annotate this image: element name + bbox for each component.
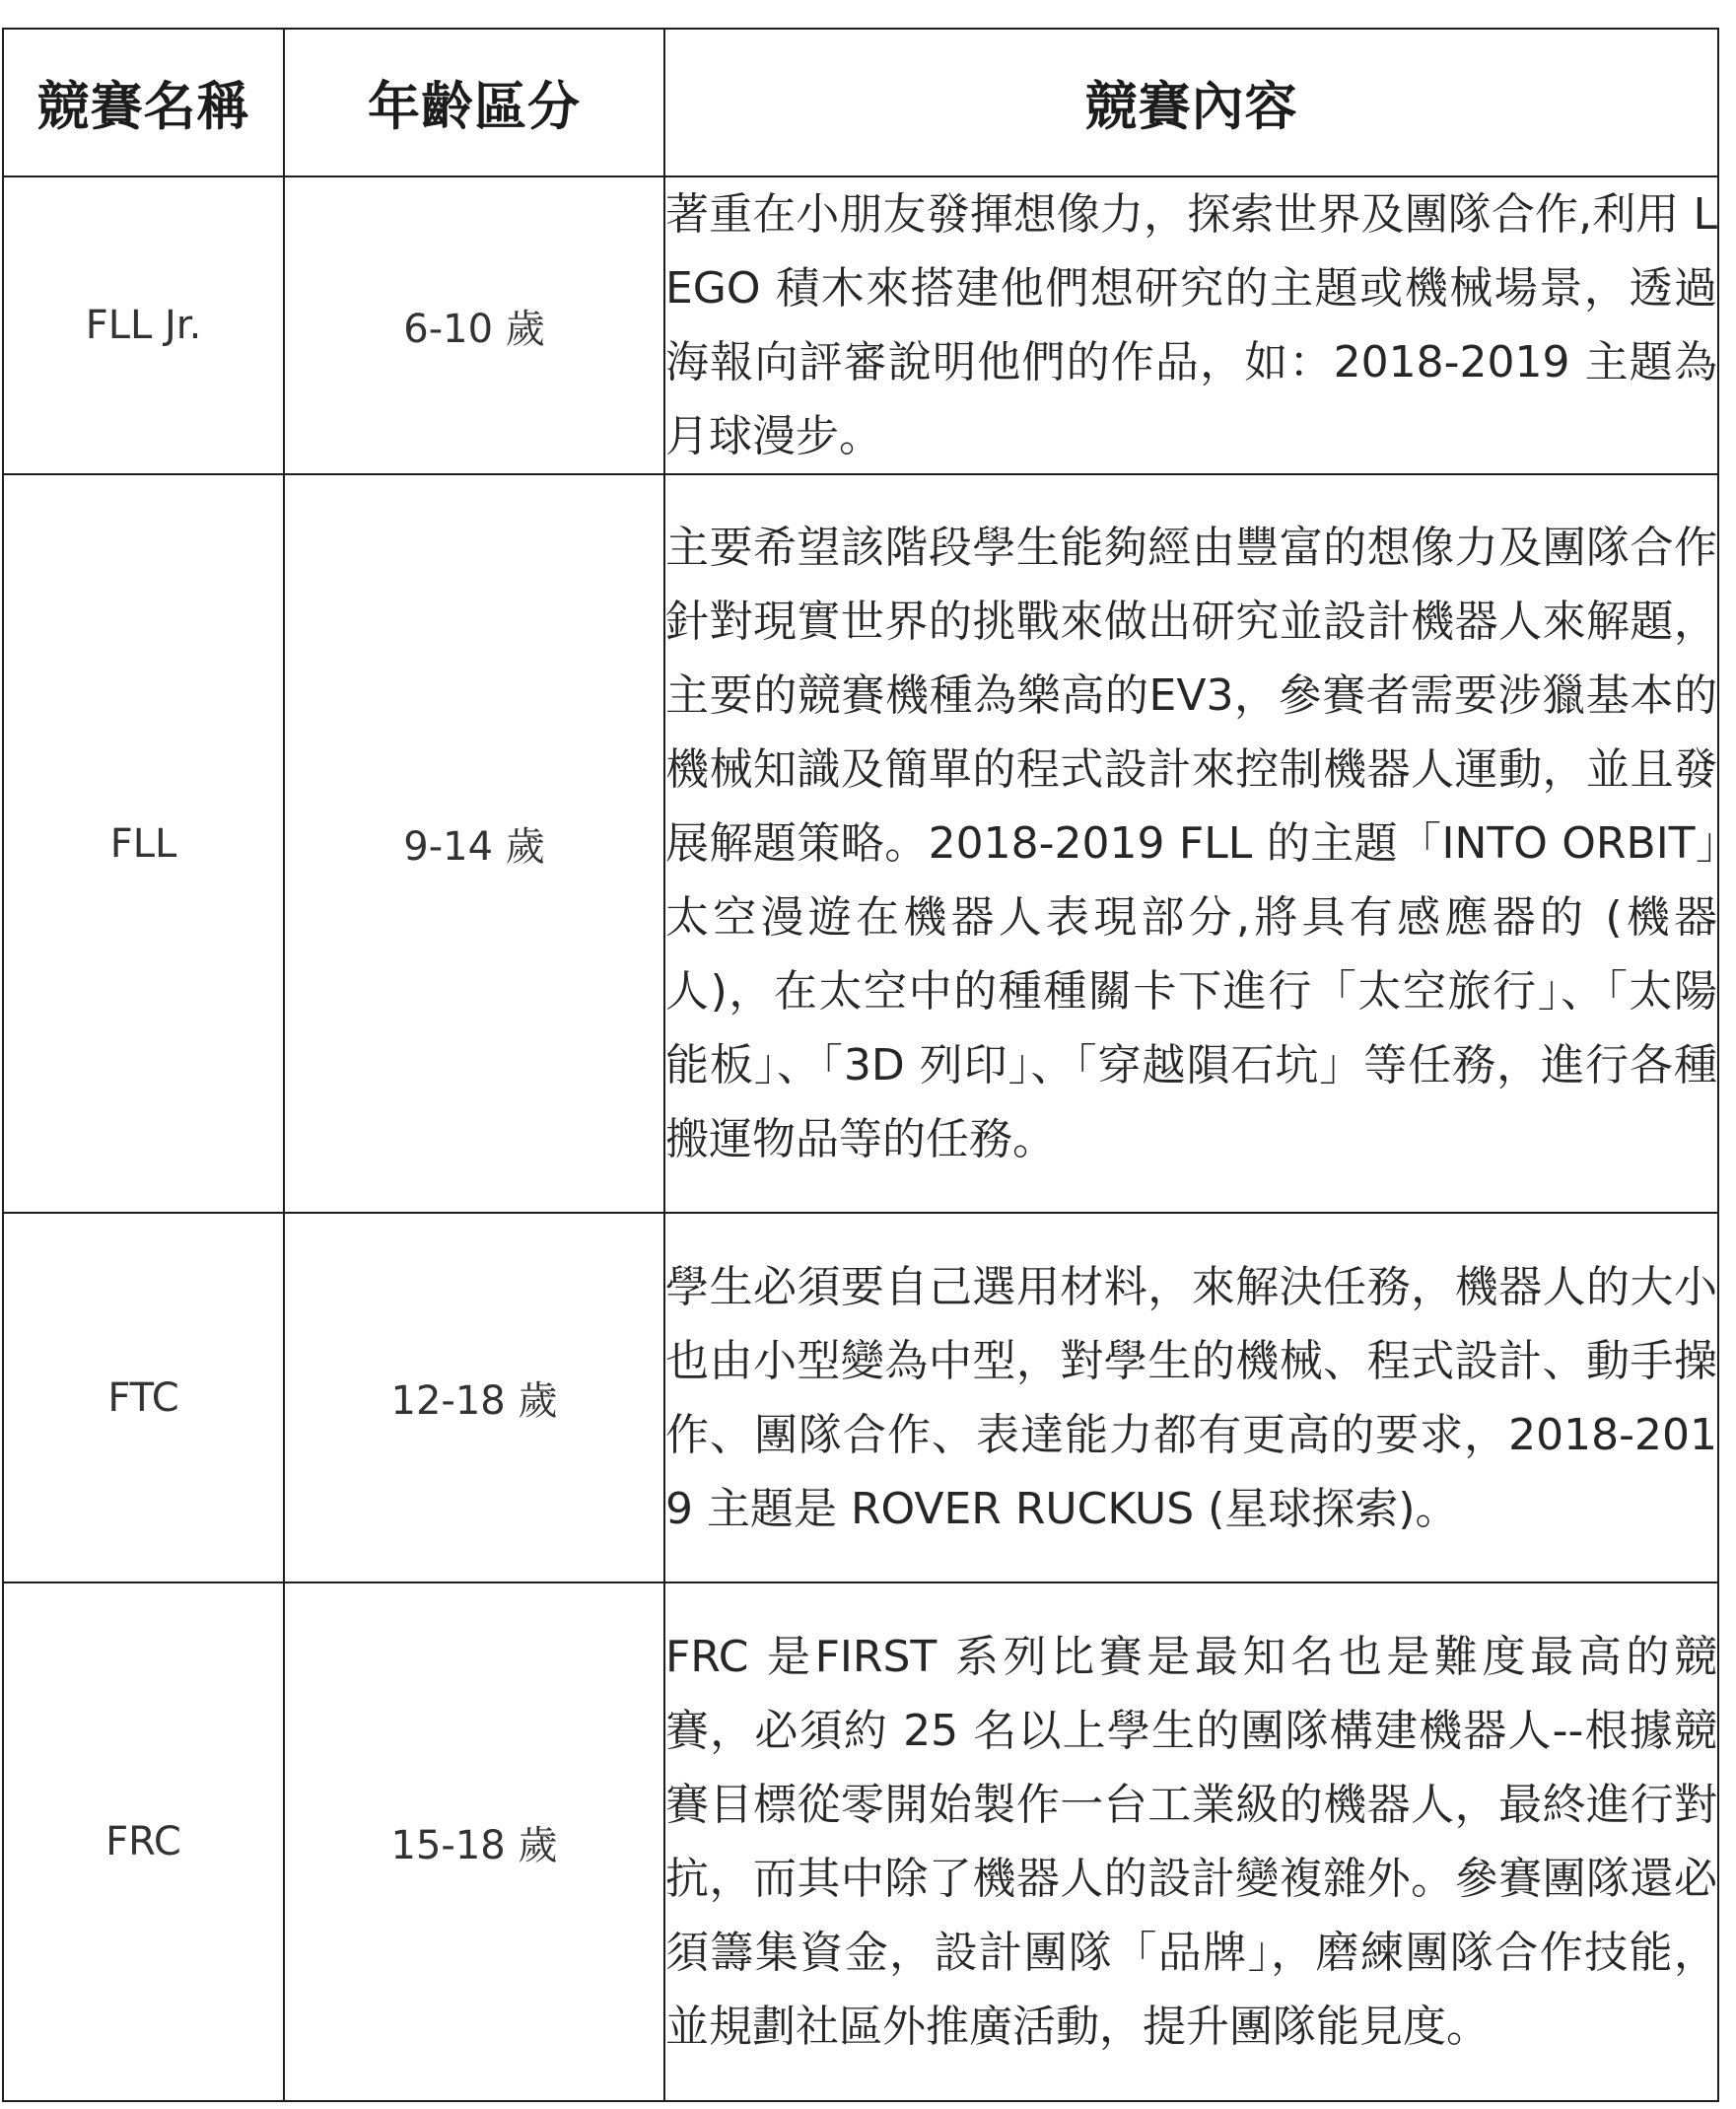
age-group-cell: 9-14 歲	[284, 474, 664, 1213]
header-competition-name: 競賽名稱	[3, 29, 284, 176]
competition-name-cell: FLL	[3, 474, 284, 1213]
competition-name-cell: FRC	[3, 1582, 284, 2101]
header-age-group: 年齡區分	[284, 29, 664, 176]
competition-content-cell: 學生必須要自己選用材料，來解決任務，機器人的大小也由小型變為中型，對學生的機械、程式設計、動手操作、團隊合作、表達能力都有更高的要求，2018-2019 主題是 ROVER RUCKUS (星球探索)。	[664, 1213, 1718, 1582]
competition-content-cell: 主要希望該階段學生能夠經由豐富的想像力及團隊合作針對現實世界的挑戰來做出研究並設計機器人來解題，主要的競賽機種為樂高的EV3，參賽者需要涉獵基本的機械知識及簡單的程式設計來控制機器人運動，並且發展解題策略。2018-2019 FLL 的主題「INTO ORBIT」太空漫遊在機器人表現部分,將具有感應器的 (機器人)，在太空中的種種關卡下進行「太空旅行」、「太陽能板」、「3D 列印」、「穿越隕石坑」等任務，進行各種搬運物品等的任務。	[664, 474, 1718, 1213]
age-group-cell: 12-18 歲	[284, 1213, 664, 1582]
competition-name-cell: FTC	[3, 1213, 284, 1582]
competition-table	[2, 28, 1719, 2102]
table-row	[3, 176, 1718, 474]
header-row	[3, 29, 1718, 176]
competition-content-cell: FRC 是FIRST 系列比賽是最知名也是難度最高的競賽，必須約 25 名以上學生的團隊構建機器人--根據競賽目標從零開始製作一台工業級的機器人，最終進行對抗，而其中除了機器人的設計變複雜外。參賽團隊還必須籌集資金，設計團隊「品牌」，磨練團隊合作技能，並規劃社區外推廣活動，提升團隊能見度。	[664, 1582, 1718, 2101]
table-row	[3, 474, 1718, 1213]
table-row	[3, 1213, 1718, 1582]
age-group-cell: 6-10 歲	[284, 176, 664, 474]
competition-content-cell: 著重在小朋友發揮想像力，探索世界及團隊合作,利用 LEGO 積木來搭建他們想研究的主題或機械場景，透過海報向評審說明他們的作品，如：2018-2019 主題為月球漫步。	[664, 176, 1718, 474]
header-competition-content: 競賽內容	[664, 29, 1718, 176]
age-group-cell: 15-18 歲	[284, 1582, 664, 2101]
competition-name-cell: FLL Jr.	[3, 176, 284, 474]
table-row	[3, 1582, 1718, 2101]
